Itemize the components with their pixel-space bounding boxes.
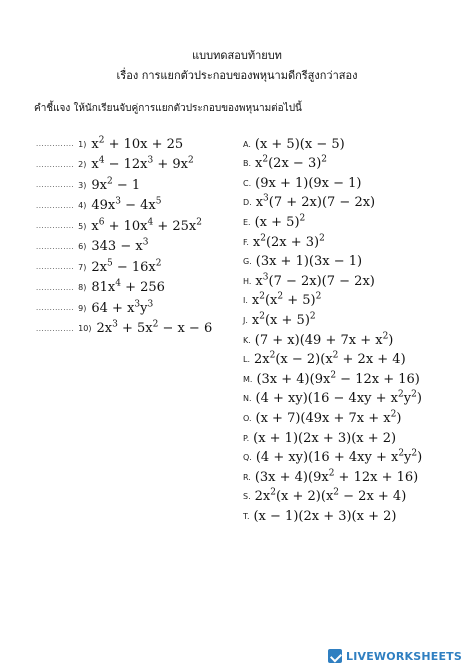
question-expression: $x^2 + 10x + 25$ <box>91 135 184 152</box>
question-row <box>36 257 236 277</box>
question-row <box>36 216 236 236</box>
answer-option <box>243 350 458 370</box>
option-expression: (3x + 1)(3x − 1) <box>255 254 363 270</box>
answer-option <box>243 506 458 526</box>
answer-option <box>243 134 458 154</box>
checkmark-icon <box>328 649 342 663</box>
question-number: 9) <box>78 303 87 313</box>
question-expression: $81x^4 + 256$ <box>91 278 165 295</box>
option-letter: F. <box>243 237 249 247</box>
question-expression: $x^4 - 12x^3 + 9x^2$ <box>91 155 194 172</box>
option-letter: G. <box>243 257 252 267</box>
option-letter: S. <box>243 492 251 502</box>
question-number: 4) <box>78 201 87 210</box>
footer <box>0 645 474 669</box>
question-number: 1) <box>78 139 87 149</box>
question-expression: $64 + x^3y^3$ <box>91 299 154 316</box>
question-expression: $2x^5 - 16x^2$ <box>91 258 162 275</box>
instruction-text: คำชี้แจง ให้นักเรียนจับคู่การแยกตัวประกอบของพหุนามต่อไปนี้ <box>34 103 302 114</box>
option-letter: O. <box>243 413 252 423</box>
option-expression: $x^2(x + 5)^2$ <box>251 311 316 328</box>
answer-blank[interactable]: .............. <box>36 283 75 292</box>
question-number: 5) <box>78 221 87 231</box>
answer-blank[interactable]: .............. <box>36 140 75 148</box>
option-expression: $(4 + xy)(16 + 4xy + x^2y^2)$ <box>255 448 423 466</box>
option-expression: $(x + 5)^2$ <box>254 213 306 230</box>
question-number: 10) <box>78 324 92 333</box>
question-row <box>36 278 236 298</box>
answer-blank[interactable]: .............. <box>36 324 75 333</box>
answer-blank[interactable]: .............. <box>36 222 75 230</box>
answer-option <box>243 271 458 291</box>
option-letter: P. <box>243 433 250 443</box>
answer-option <box>243 369 458 389</box>
question-row <box>36 319 236 339</box>
option-letter: K. <box>243 335 251 345</box>
option-letter: A. <box>243 139 251 149</box>
answer-blank[interactable]: .............. <box>36 201 75 210</box>
option-letter: N. <box>243 394 252 404</box>
option-expression: $2x^2(x - 2)(x^2 + 2x + 4)$ <box>254 350 406 368</box>
option-expression: $x^3(7 - 2x)(7 - 2x)$ <box>255 272 375 289</box>
question-number: 3) <box>78 180 87 190</box>
answer-option <box>243 467 458 487</box>
option-expression: (x + 5)(x − 5) <box>254 136 345 152</box>
answer-blank[interactable]: .............. <box>36 181 75 189</box>
question-expression: $343 - x^3$ <box>91 237 149 254</box>
option-expression: (x + 1)(2x + 3)(x + 2) <box>253 430 397 446</box>
question-expression: $x^6 + 10x^4 + 25x^2$ <box>91 217 202 234</box>
answer-option <box>243 408 458 428</box>
question-number: 6) <box>78 242 87 251</box>
question-number: 7) <box>78 262 87 272</box>
option-expression: $(x + 7)(49x + 7x + x^2)$ <box>255 409 402 426</box>
option-expression: $(4 + xy)(16 - 4xy + x^2y^2)$ <box>255 389 422 407</box>
answer-option <box>243 291 458 311</box>
option-expression: $x^2(x^2 + 5)^2$ <box>251 291 322 309</box>
option-letter: L. <box>243 355 250 365</box>
option-letter: D. <box>243 198 252 208</box>
option-expression: $x^3(7 + 2x)(7 - 2x)$ <box>255 193 376 211</box>
answer-option <box>243 389 458 409</box>
option-letter: B. <box>243 159 252 169</box>
option-expression: $2x^2(x + 2)(x^2 - 2x + 4)$ <box>254 487 407 505</box>
question-number: 2) <box>78 160 87 169</box>
answer-option <box>243 487 458 507</box>
question-row <box>36 155 236 175</box>
question-row <box>36 237 236 257</box>
option-expression: $(3x + 4)(9x^2 - 12x + 16)$ <box>256 370 420 387</box>
option-letter: M. <box>243 374 253 384</box>
option-letter: C. <box>243 178 252 188</box>
option-letter: E. <box>243 217 251 227</box>
option-letter: Q. <box>243 453 252 463</box>
question-expression: $49x^3 - 4x^5$ <box>91 196 162 213</box>
answer-blank[interactable]: .............. <box>36 263 75 271</box>
answer-option <box>243 448 458 468</box>
answer-option <box>243 193 458 213</box>
question-row <box>36 134 236 154</box>
option-letter: J. <box>243 315 248 325</box>
option-letter: R. <box>243 472 251 482</box>
answer-option <box>243 232 458 252</box>
question-number: 8) <box>78 283 87 292</box>
option-expression: $x^2(2x + 3)^2$ <box>252 233 325 250</box>
answer-option <box>243 252 458 272</box>
option-expression: (x − 1)(2x + 3)(x + 2) <box>253 508 397 524</box>
answer-option <box>243 310 458 330</box>
logo-text: LIVEWORKSHEETS <box>346 649 462 663</box>
question-row <box>36 196 236 216</box>
question-row <box>36 298 236 318</box>
answer-blank[interactable]: .............. <box>36 160 75 169</box>
question-expression: $2x^3 + 5x^2 - x - 6$ <box>96 319 213 336</box>
page-title: แบบทดสอบท้ายบท <box>192 49 282 62</box>
option-letter: I. <box>243 296 248 306</box>
answer-blank[interactable]: .............. <box>36 304 75 312</box>
liveworksheets-logo[interactable] <box>328 649 462 663</box>
answer-option <box>243 212 458 232</box>
answer-option <box>243 330 458 350</box>
question-expression: $9x^2 - 1$ <box>91 176 141 193</box>
option-expression: $(3x + 4)(9x^2 + 12x + 16)$ <box>254 468 419 485</box>
question-row <box>36 175 236 195</box>
option-letter: T. <box>243 511 250 521</box>
answer-option <box>243 173 458 193</box>
option-letter: H. <box>243 276 252 286</box>
answer-option <box>243 154 458 174</box>
answer-blank[interactable]: .............. <box>36 242 75 251</box>
option-expression: $x^2(2x - 3)^2$ <box>255 154 328 172</box>
option-expression: $(7 + x)(49 + 7x + x^2)$ <box>254 331 394 348</box>
answer-option <box>243 428 458 448</box>
option-expression: (9x + 1)(9x − 1) <box>255 175 362 191</box>
page-subtitle: เรื่อง การแยกตัวประกอบของพหุนามดีกรีสูงกว่าสอง <box>116 69 358 82</box>
